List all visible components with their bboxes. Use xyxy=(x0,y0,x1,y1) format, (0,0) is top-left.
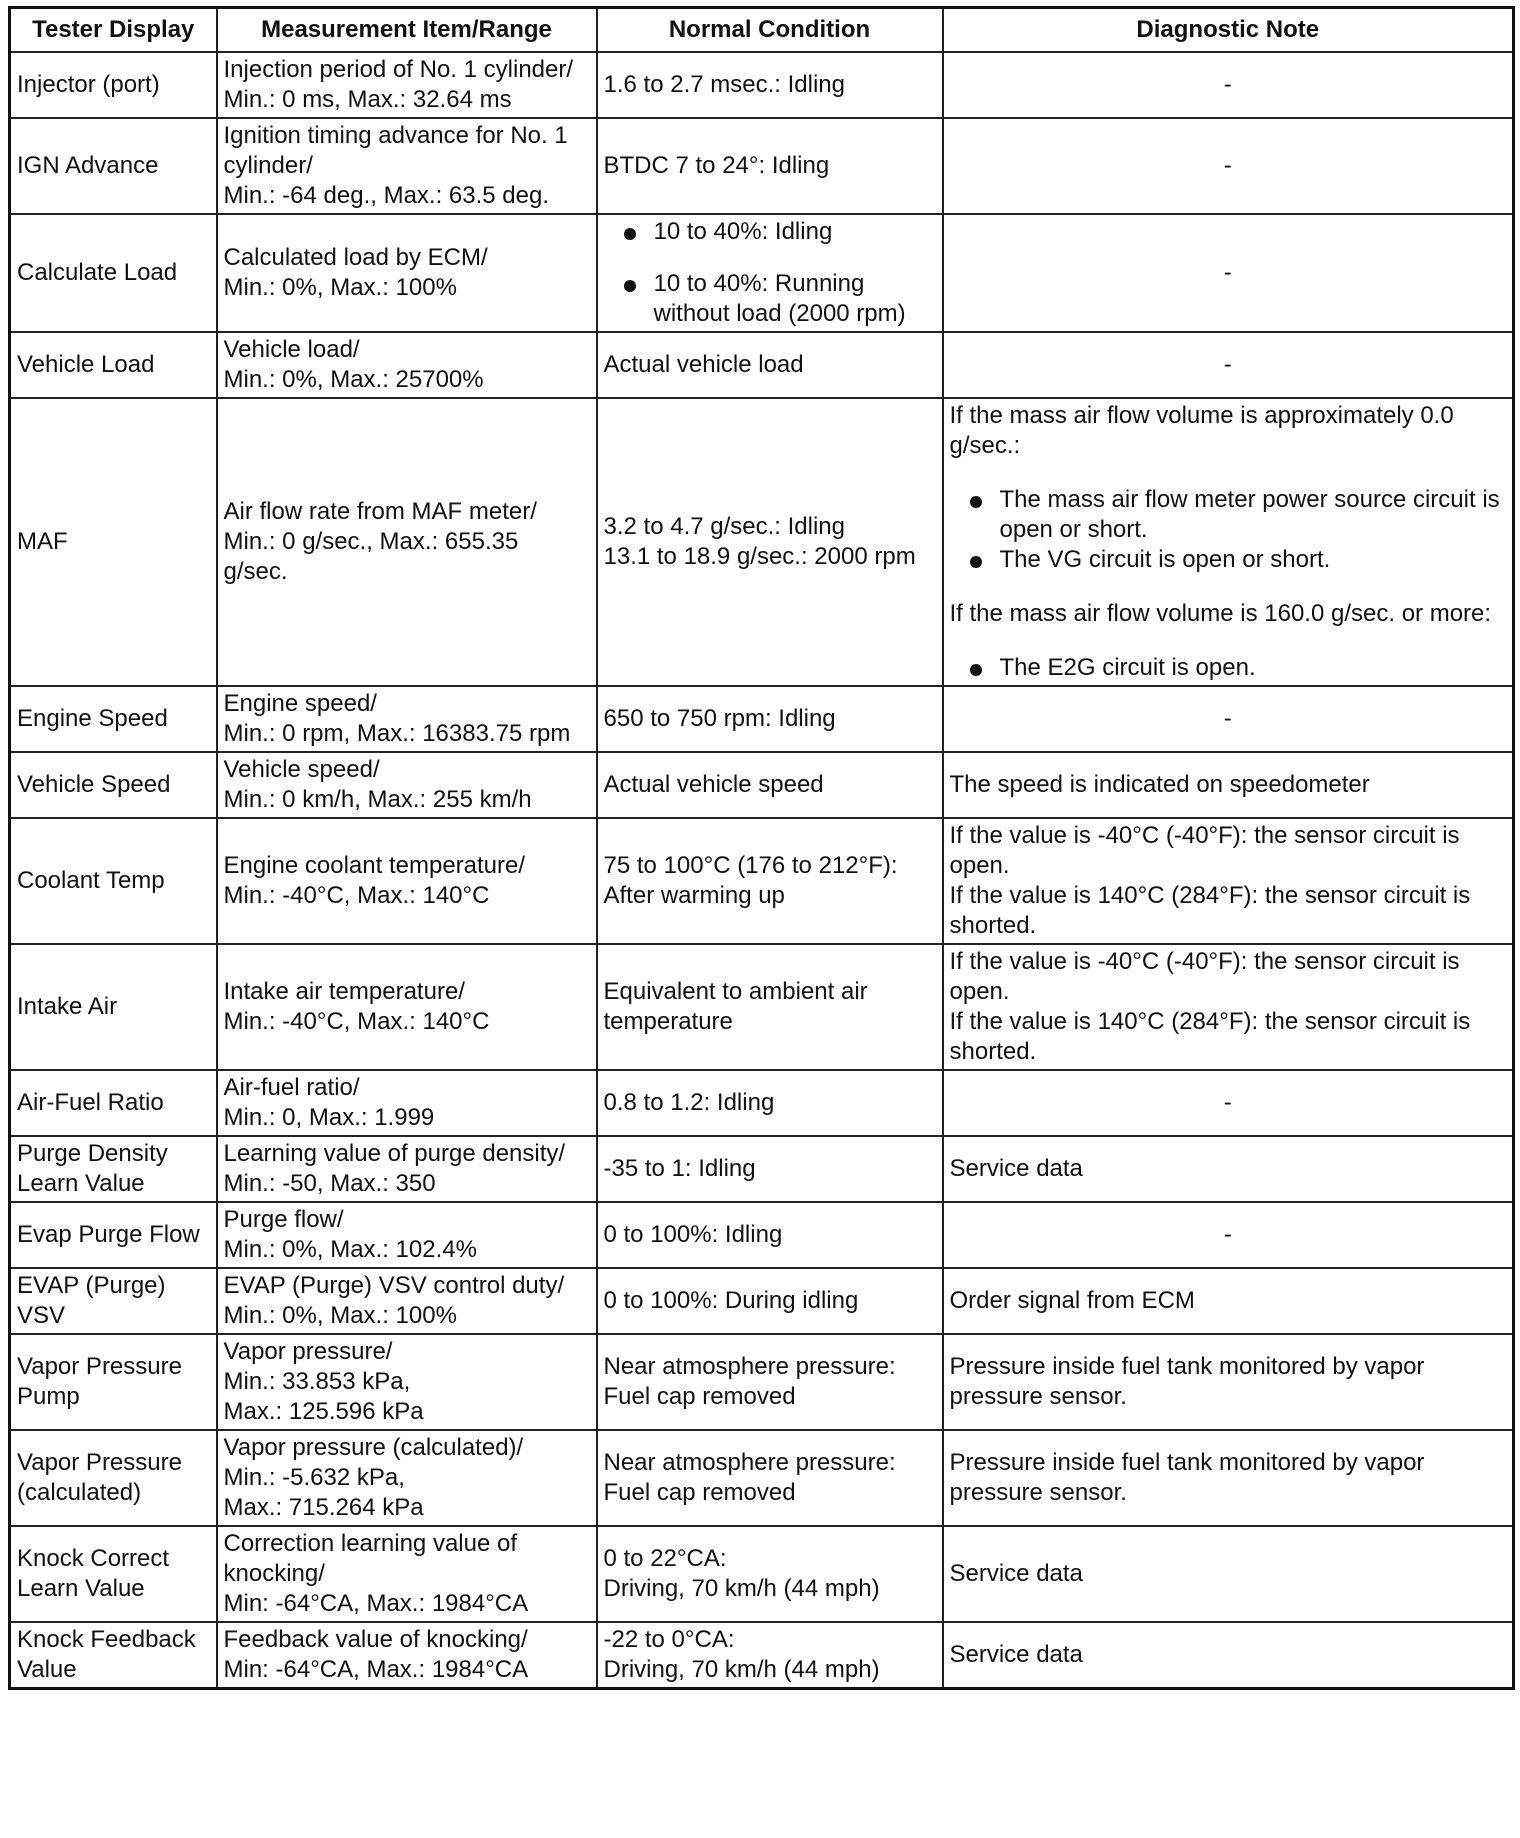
cell-tester-display xyxy=(10,752,217,818)
measurement-item-text: Vapor pressure (calculated)/ xyxy=(223,1434,524,1461)
table-row xyxy=(10,1070,1514,1136)
measurement-item-text: Min.: 0 km/h, Max.: 255 km/h xyxy=(223,786,532,813)
cell-measurement-item xyxy=(217,1070,597,1136)
cell-measurement-item xyxy=(217,1268,597,1334)
normal-condition-text: Driving, 70 km/h (44 mph) xyxy=(603,1575,880,1602)
cell-measurement-item xyxy=(217,1430,597,1526)
measurement-item-text: Min.: 0%, Max.: 25700% xyxy=(223,366,484,393)
cell-normal-condition xyxy=(597,1526,943,1622)
normal-condition-text: -35 to 1: Idling xyxy=(603,1155,756,1182)
measurement-item-text: Min.: -64 deg., Max.: 63.5 deg. xyxy=(223,182,550,209)
tester-display-text: Knock Correct xyxy=(17,1545,170,1572)
cell-normal-condition xyxy=(597,1202,943,1268)
measurement-item-text: Calculated load by ECM/ xyxy=(223,244,488,271)
measurement-item-text: Min: -64°CA, Max.: 1984°CA xyxy=(223,1590,529,1617)
measurement-item-text: Min.: -5.632 kPa, xyxy=(223,1464,405,1491)
cell-tester-display xyxy=(10,1334,217,1430)
measurement-item-text: knocking/ xyxy=(223,1560,325,1587)
measurement-item-text: Injection period of No. 1 cylinder/ xyxy=(223,56,574,83)
tester-display-text: Knock Feedback xyxy=(17,1626,196,1653)
diagnostic-note-text: - xyxy=(1223,351,1232,378)
cell-measurement-item xyxy=(217,1334,597,1430)
cell-diagnostic-note xyxy=(943,214,1514,332)
normal-condition-text: Near atmosphere pressure: xyxy=(603,1449,896,1476)
diagnostic-note-text: Service data xyxy=(949,1641,1083,1668)
normal-condition-text: BTDC 7 to 24°: Idling xyxy=(603,152,830,179)
cell-measurement-item xyxy=(217,214,597,332)
tester-display-text: Air-Fuel Ratio xyxy=(17,1089,164,1116)
tester-display-text: Intake Air xyxy=(17,993,118,1020)
table-row xyxy=(10,686,1514,752)
measurement-item-text: Min.: 0, Max.: 1.999 xyxy=(223,1104,435,1131)
cell-diagnostic-note xyxy=(943,752,1514,818)
table-row xyxy=(10,1136,1514,1202)
cell-tester-display xyxy=(10,118,217,214)
diagnostic-note-text: - xyxy=(1223,259,1232,286)
cell-normal-condition xyxy=(597,818,943,944)
tester-display-text: (calculated) xyxy=(17,1479,142,1506)
measurement-item-text: Air-fuel ratio/ xyxy=(223,1074,360,1101)
note-bullet xyxy=(950,545,1507,575)
diagnostic-note-text: Pressure inside fuel tank monitored by vapor pressure sensor. xyxy=(949,1449,1425,1506)
condition-bullet-text: 10 to 40%: Running without load (2000 rpm) xyxy=(653,270,906,327)
measurement-item-text: Min.: -40°C, Max.: 140°C xyxy=(223,1008,490,1035)
measurement-item-text: Purge flow/ xyxy=(223,1206,344,1233)
measurement-item-text: Vapor pressure/ xyxy=(223,1338,393,1365)
measurement-item-text: Vehicle load/ xyxy=(223,336,360,363)
normal-condition-text: Equivalent to ambient air xyxy=(603,978,868,1005)
cell-measurement-item xyxy=(217,1202,597,1268)
table-row xyxy=(10,1268,1514,1334)
table-row xyxy=(10,52,1514,118)
tester-display-text: Vehicle Load xyxy=(17,351,155,378)
normal-condition-text: temperature xyxy=(603,1008,733,1035)
cell-tester-display xyxy=(10,398,217,686)
normal-condition-text: -22 to 0°CA: xyxy=(603,1626,735,1653)
diagnostic-note-text: If the value is -40°C (-40°F): the sensor circuit is open. xyxy=(949,822,1460,879)
diagnostic-note-text: Order signal from ECM xyxy=(949,1287,1195,1314)
tester-display-text: Learn Value xyxy=(17,1170,145,1197)
measurement-item-text: Min.: 0 rpm, Max.: 16383.75 rpm xyxy=(223,720,571,747)
cell-diagnostic-note xyxy=(943,118,1514,214)
normal-condition-text: After warming up xyxy=(603,882,785,909)
cell-diagnostic-note xyxy=(943,1136,1514,1202)
note-bullet-list xyxy=(950,653,1507,683)
table-row xyxy=(10,214,1514,332)
cell-normal-condition xyxy=(597,1070,943,1136)
note-bullet xyxy=(950,485,1507,545)
table-row xyxy=(10,1334,1514,1430)
measurement-item-text: Max.: 715.264 kPa xyxy=(223,1494,424,1521)
data-list-table xyxy=(8,6,1515,1690)
cell-measurement-item xyxy=(217,818,597,944)
bullet-spacer xyxy=(604,247,936,269)
cell-tester-display xyxy=(10,944,217,1070)
note-bullet xyxy=(950,653,1507,683)
cell-diagnostic-note xyxy=(943,686,1514,752)
measurement-item-text: EVAP (Purge) VSV control duty/ xyxy=(223,1272,565,1299)
cell-normal-condition xyxy=(597,52,943,118)
condition-bullet xyxy=(604,217,936,247)
cell-diagnostic-note xyxy=(943,332,1514,398)
measurement-item-text: g/sec. xyxy=(223,558,288,585)
table-row xyxy=(10,1622,1514,1689)
cell-tester-display xyxy=(10,1070,217,1136)
diagnostic-note-text: If the mass air flow volume is 160.0 g/sec. or more: xyxy=(949,600,1492,627)
note-spacer xyxy=(950,461,1507,485)
measurement-item-text: Min.: 0 ms, Max.: 32.64 ms xyxy=(223,86,512,113)
normal-condition-text: 13.1 to 18.9 g/sec.: 2000 rpm xyxy=(603,543,916,570)
measurement-item-text: Intake air temperature/ xyxy=(223,978,465,1005)
measurement-item-text: Ignition timing advance for No. 1 xyxy=(223,122,568,149)
normal-condition-text: 0 to 100%: During idling xyxy=(603,1287,859,1314)
cell-tester-display xyxy=(10,52,217,118)
cell-diagnostic-note xyxy=(943,1430,1514,1526)
cell-measurement-item xyxy=(217,944,597,1070)
bullet-icon xyxy=(970,496,982,508)
tester-display-text: Vapor Pressure xyxy=(17,1353,182,1380)
table-row xyxy=(10,1202,1514,1268)
cell-tester-display xyxy=(10,1622,217,1689)
cell-normal-condition xyxy=(597,214,943,332)
cell-normal-condition xyxy=(597,1430,943,1526)
tester-display-text: Evap Purge Flow xyxy=(17,1221,200,1248)
measurement-item-text: Min.: 0%, Max.: 102.4% xyxy=(223,1236,477,1263)
measurement-item-text: Vehicle speed/ xyxy=(223,756,380,783)
cell-measurement-item xyxy=(217,752,597,818)
cell-normal-condition xyxy=(597,398,943,686)
tester-display-text: Injector (port) xyxy=(17,71,160,98)
condition-bullet xyxy=(604,269,936,329)
table-row xyxy=(10,398,1514,686)
tester-display-text: Engine Speed xyxy=(17,705,168,732)
cell-tester-display xyxy=(10,1202,217,1268)
diagnostic-note-text: The speed is indicated on speedometer xyxy=(949,771,1370,798)
cell-diagnostic-note xyxy=(943,1334,1514,1430)
diagnostic-note-text: - xyxy=(1223,705,1232,732)
tester-display-text: IGN Advance xyxy=(17,152,159,179)
normal-condition-text: Actual vehicle load xyxy=(603,351,804,378)
diagnostic-note-text: Pressure inside fuel tank monitored by vapor pressure sensor. xyxy=(949,1353,1425,1410)
tester-display-text: EVAP (Purge) xyxy=(17,1272,166,1299)
diagnostic-note-text: If the value is 140°C (284°F): the sensor circuit is shorted. xyxy=(949,882,1471,939)
cell-tester-display xyxy=(10,1526,217,1622)
diagnostic-note-text: - xyxy=(1223,152,1232,179)
condition-bullet-list xyxy=(604,217,936,329)
table-row xyxy=(10,118,1514,214)
diagnostic-note-text: - xyxy=(1223,1221,1232,1248)
table-row xyxy=(10,944,1514,1070)
cell-measurement-item xyxy=(217,118,597,214)
measurement-item-text: Min.: -40°C, Max.: 140°C xyxy=(223,882,490,909)
normal-condition-text: Near atmosphere pressure: xyxy=(603,1353,896,1380)
table-row xyxy=(10,752,1514,818)
condition-bullet-text: 10 to 40%: Idling xyxy=(653,218,833,245)
cell-measurement-item xyxy=(217,1136,597,1202)
normal-condition-text: 1.6 to 2.7 msec.: Idling xyxy=(603,71,845,98)
measurement-item-text: cylinder/ xyxy=(223,152,313,179)
note-bullet-text: The VG circuit is open or short. xyxy=(999,546,1331,573)
tester-display-text: VSV xyxy=(17,1302,66,1329)
note-spacer xyxy=(950,629,1507,653)
normal-condition-text: Driving, 70 km/h (44 mph) xyxy=(603,1656,880,1683)
normal-condition-text: 650 to 750 rpm: Idling xyxy=(603,705,836,732)
cell-diagnostic-note xyxy=(943,1070,1514,1136)
cell-normal-condition xyxy=(597,1622,943,1689)
cell-normal-condition xyxy=(597,332,943,398)
cell-measurement-item xyxy=(217,398,597,686)
diagnostic-note-text: If the value is 140°C (284°F): the sensor circuit is shorted. xyxy=(949,1008,1471,1065)
diagnostic-note-text: - xyxy=(1223,1089,1232,1116)
measurement-item-text: Engine coolant temperature/ xyxy=(223,852,526,879)
cell-tester-display xyxy=(10,1268,217,1334)
tester-display-text: Value xyxy=(17,1656,77,1683)
tester-display-text: Vapor Pressure xyxy=(17,1449,182,1476)
tester-display-text: Pump xyxy=(17,1383,80,1410)
diagnostic-note-text: If the mass air flow volume is approximately 0.0 g/sec.: xyxy=(949,402,1454,459)
cell-normal-condition xyxy=(597,944,943,1070)
measurement-item-text: Feedback value of knocking/ xyxy=(223,1626,528,1653)
cell-normal-condition xyxy=(597,1268,943,1334)
diagnostic-note-text: Service data xyxy=(949,1155,1083,1182)
note-bullet-text: The E2G circuit is open. xyxy=(999,654,1256,681)
cell-normal-condition xyxy=(597,686,943,752)
tester-display-text: Vehicle Speed xyxy=(17,771,171,798)
header-normal-condition: Normal Condition xyxy=(597,8,943,53)
cell-diagnostic-note xyxy=(943,1202,1514,1268)
normal-condition-text: 0 to 22°CA: xyxy=(603,1545,727,1572)
measurement-item-text: Min.: 0%, Max.: 100% xyxy=(223,1302,457,1329)
bullet-icon xyxy=(970,556,982,568)
diagnostic-note-text: - xyxy=(1223,71,1232,98)
normal-condition-text: 0.8 to 1.2: Idling xyxy=(603,1089,775,1116)
cell-measurement-item xyxy=(217,332,597,398)
header-measurement-item: Measurement Item/Range xyxy=(217,8,597,53)
cell-measurement-item xyxy=(217,52,597,118)
measurement-item-text: Correction learning value of xyxy=(223,1530,517,1557)
measurement-item-text: Engine speed/ xyxy=(223,690,377,717)
normal-condition-text: 75 to 100°C (176 to 212°F): xyxy=(603,852,898,879)
bullet-icon xyxy=(624,280,636,292)
table-row xyxy=(10,1526,1514,1622)
tester-display-text: Purge Density xyxy=(17,1140,168,1167)
cell-tester-display xyxy=(10,1430,217,1526)
measurement-item-text: Min: -64°CA, Max.: 1984°CA xyxy=(223,1656,529,1683)
tester-display-text: Learn Value xyxy=(17,1575,145,1602)
tester-display-text: MAF xyxy=(17,528,68,555)
cell-measurement-item xyxy=(217,1622,597,1689)
diagnostic-note-text: Service data xyxy=(949,1560,1083,1587)
measurement-item-text: Learning value of purge density/ xyxy=(223,1140,566,1167)
tester-display-text: Calculate Load xyxy=(17,259,178,286)
cell-tester-display xyxy=(10,1136,217,1202)
cell-normal-condition xyxy=(597,118,943,214)
normal-condition-text: 3.2 to 4.7 g/sec.: Idling xyxy=(603,513,845,540)
note-spacer xyxy=(950,575,1507,599)
header-row xyxy=(10,8,1514,53)
cell-diagnostic-note xyxy=(943,944,1514,1070)
measurement-item-text: Min.: 33.853 kPa, xyxy=(223,1368,411,1395)
cell-normal-condition xyxy=(597,1136,943,1202)
cell-diagnostic-note xyxy=(943,1622,1514,1689)
note-bullet-list xyxy=(950,485,1507,575)
cell-tester-display xyxy=(10,818,217,944)
cell-diagnostic-note xyxy=(943,1526,1514,1622)
cell-normal-condition xyxy=(597,1334,943,1430)
cell-diagnostic-note xyxy=(943,52,1514,118)
bullet-icon xyxy=(970,664,982,676)
table-row xyxy=(10,332,1514,398)
cell-tester-display xyxy=(10,686,217,752)
measurement-item-text: Min.: 0 g/sec., Max.: 655.35 xyxy=(223,528,519,555)
table-row xyxy=(10,1430,1514,1526)
cell-tester-display xyxy=(10,214,217,332)
tester-display-text: Coolant Temp xyxy=(17,867,165,894)
cell-measurement-item xyxy=(217,686,597,752)
measurement-item-text: Min.: 0%, Max.: 100% xyxy=(223,274,457,301)
header-diagnostic-note: Diagnostic Note xyxy=(943,8,1514,53)
normal-condition-text: Fuel cap removed xyxy=(603,1383,796,1410)
cell-measurement-item xyxy=(217,1526,597,1622)
measurement-item-text: Air flow rate from MAF meter/ xyxy=(223,498,537,525)
diagnostic-note-text: If the value is -40°C (-40°F): the sensor circuit is open. xyxy=(949,948,1460,1005)
cell-tester-display xyxy=(10,332,217,398)
cell-diagnostic-note xyxy=(943,398,1514,686)
normal-condition-text: Actual vehicle speed xyxy=(603,771,824,798)
cell-diagnostic-note xyxy=(943,818,1514,944)
bullet-icon xyxy=(624,228,636,240)
normal-condition-text: Fuel cap removed xyxy=(603,1479,796,1506)
measurement-item-text: Max.: 125.596 kPa xyxy=(223,1398,424,1425)
table-row xyxy=(10,818,1514,944)
normal-condition-text: 0 to 100%: Idling xyxy=(603,1221,783,1248)
note-bullet-text: The mass air flow meter power source circuit is open or short. xyxy=(999,486,1500,543)
table-body xyxy=(10,52,1514,1689)
header-tester-display: Tester Display xyxy=(10,8,217,53)
cell-diagnostic-note xyxy=(943,1268,1514,1334)
measurement-item-text: Min.: -50, Max.: 350 xyxy=(223,1170,436,1197)
cell-normal-condition xyxy=(597,752,943,818)
